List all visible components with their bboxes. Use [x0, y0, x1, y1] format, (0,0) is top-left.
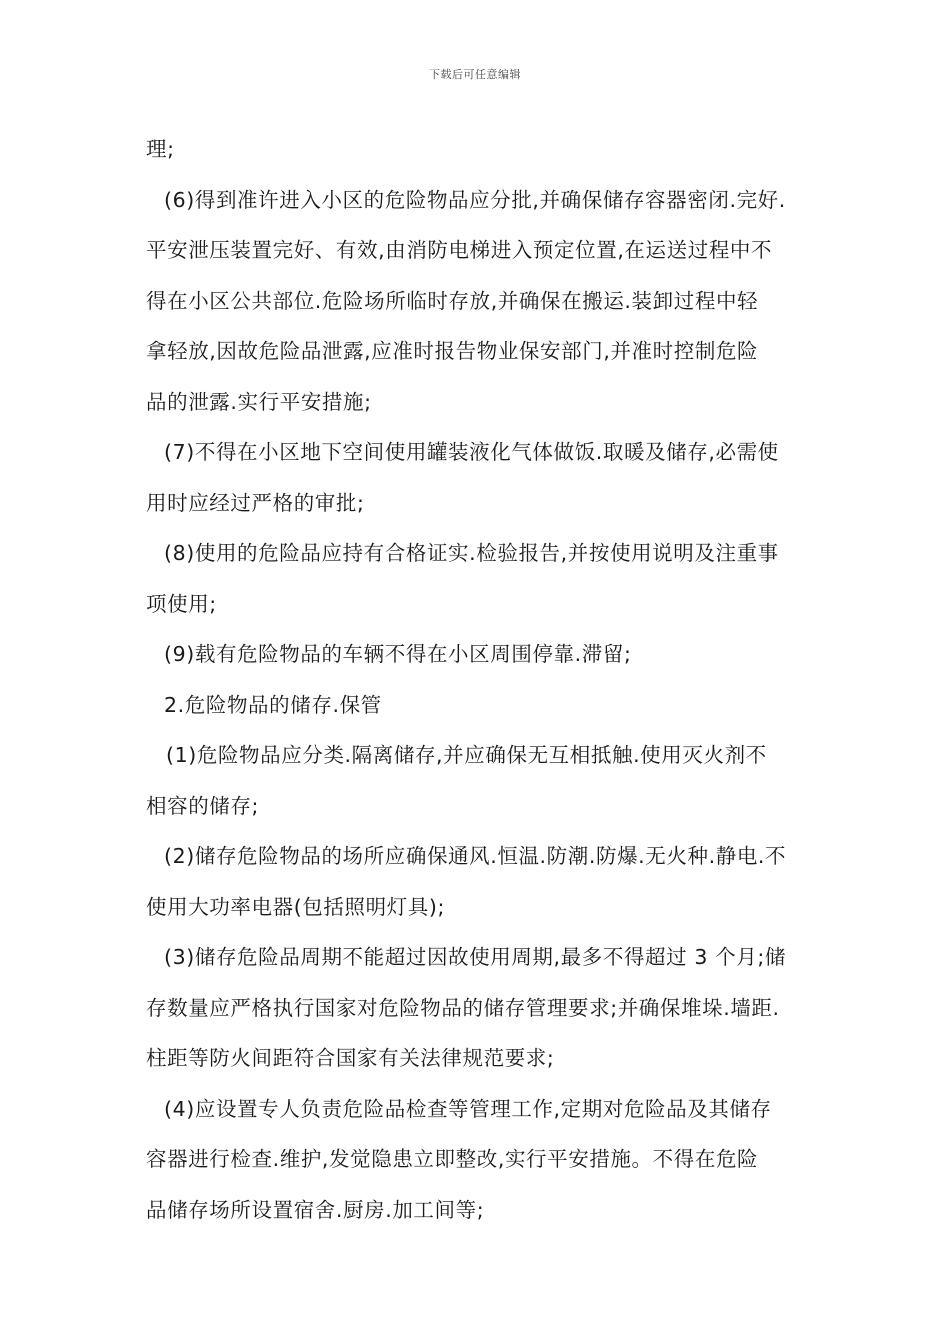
text-line: 得在小区公共部位.危险场所临时存放,并确保在搬运.装卸过程中轻 [146, 288, 759, 313]
text-line: (7)不得在小区地下空间使用罐装液化气体做饭.取暖及储存,必需使 [164, 440, 779, 464]
text-line: (8)使用的危险品应持有合格证实.检验报告,并按使用说明及注重事 [164, 541, 779, 565]
text-line: 用时应经过严格的审批; [146, 490, 365, 515]
text-line: 柱距等防火间距符合国家有关法律规范要求; [146, 1046, 555, 1070]
text-line: 品的泄露.实行平安措施; [146, 389, 372, 414]
text-line: (3)储存危险品周期不能超过因故使用周期,最多不得超过 3 个月;储 [164, 945, 786, 969]
text-line: 平安泄压装置完好、有效,由消防电梯进入预定位置,在运送过程中不 [146, 238, 773, 262]
text-line: 理; [146, 137, 175, 161]
text-line: 使用大功率电器(包括照明灯具); [146, 894, 446, 919]
text-line: 存数量应严格执行国家对危险物品的储存管理要求;并确保堆垛.墙距. [146, 995, 780, 1020]
text-line: (9)载有危险物品的车辆不得在小区周围停靠.滞留; [164, 642, 632, 666]
text-line: 拿轻放,因故危险品泄露,应准时报告物业保安部门,并准时控制危险 [146, 339, 759, 363]
text-line: 相容的储存; [146, 793, 260, 818]
text-line: (4)应设置专人负责危险品检查等管理工作,定期对危险品及其储存 [164, 1096, 772, 1121]
text-line: 容器进行检查.维护,发觉隐患立即整改,实行平安措施。不得在危险 [146, 1147, 759, 1171]
text-line: (2)储存危险物品的场所应确保通风.恒温.防潮.防爆.无火种.静电.不 [164, 844, 787, 868]
text-line: (1)危险物品应分类.隔离储存,并应确保无互相抵触.使用灭火剂不 [166, 743, 767, 767]
document-body [146, 124, 816, 1235]
text-line: (6)得到准许进入小区的危险物品应分批,并确保储存容器密闭.完好. [164, 187, 786, 212]
section-heading: 2.危险物品的储存.保管 [164, 692, 382, 717]
text-line: 品储存场所设置宿舍.厨房.加工间等; [146, 1197, 485, 1222]
text-line: 项使用; [146, 591, 217, 616]
page-header: 下载后可任意编辑 [429, 68, 521, 81]
